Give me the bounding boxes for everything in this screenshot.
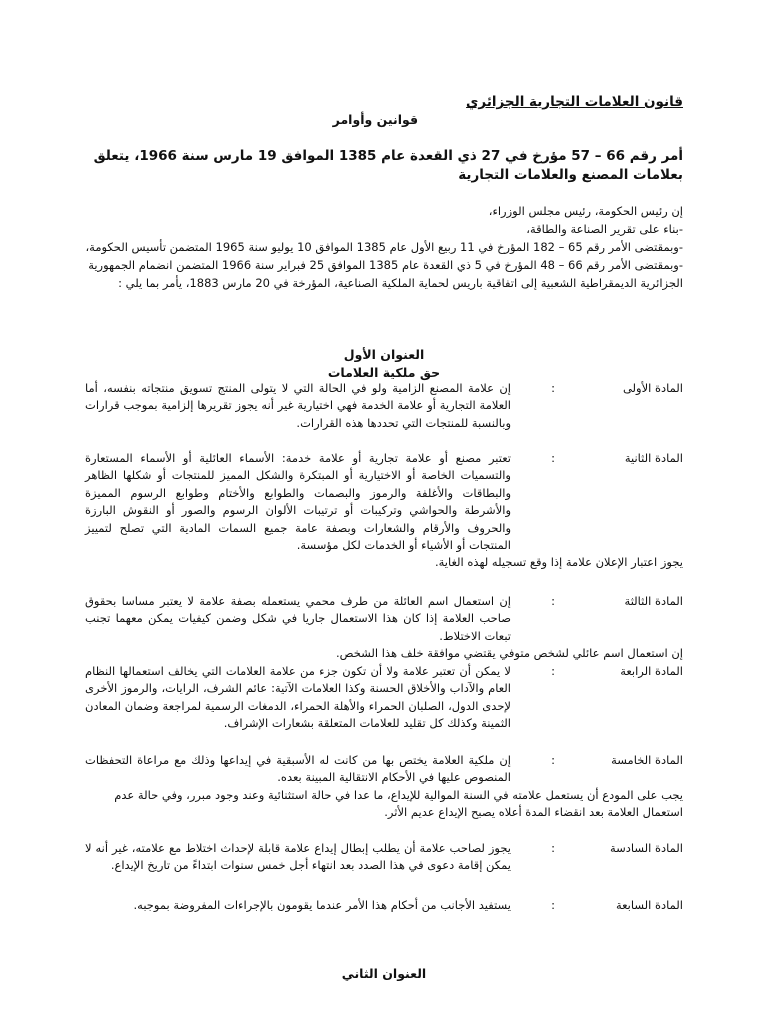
preamble-line: -وبمقتضى الأمر رقم 65 – 182 المؤرخ في 11 ربيع الأول عام 1385 الموافق 10 يوليو سنة 1965 المتضمن تأسيس الحكومة، <box>85 240 683 254</box>
article-3 <box>85 593 683 663</box>
preamble-line: إن رئيس الحكومة، رئيس مجلس الوزراء، <box>488 204 683 218</box>
article-colon: : <box>551 451 555 465</box>
article-4 <box>85 663 683 733</box>
article-colon: : <box>551 381 555 395</box>
article-text: إن علامة المصنع الزامية ولو في الحالة التي لا يتولى المنتج تسويق منتجاته بنفسه، أما العلامة التجارية أو علامة الخدمة فهي اختيارية غير أنه يجوز تقريرها إلزامية بموجب قرارات وبالنسبة للمنتجات التي تحددها هذه القرارات. <box>85 381 511 430</box>
article-extra-paragraph: يجوز اعتبار الإعلان علامة إذا وقع تسجيله لهذه الغاية. <box>434 555 683 570</box>
article-2 <box>85 450 683 572</box>
order-heading: أمر رقم 66 – 57 مؤرخ في 27 ذي القعدة عام 1385 الموافق 19 مارس سنة 1966، يتعلق بعلامات المصنع والعلامات التجارية <box>93 148 683 183</box>
article-label: المادة السابعة <box>615 898 683 912</box>
preamble-line: -بناء على تقرير الصناعة والطاقة، <box>526 222 683 236</box>
article-label: المادة السادسة <box>609 841 683 855</box>
article-text: إن استعمال اسم العائلة من طرف محمي يستعمله بصفة علامة لا يعتبر مساسا بحقوق صاحب العلامة إذا كان هذا الاستعمال جاريا في شكل وضمن كيفيات يمكن معهما تجنب تبعات الاختلاط. <box>85 594 511 643</box>
article-colon: : <box>551 594 555 608</box>
preamble-line: -وبمقتضى الأمر رقم 66 – 48 المؤرخ في 5 ذي القعدة عام 1385 الموافق 25 فبراير سنة 1966 المتضمن انضمام الجمهورية الجزائرية الديمقراطية الشعبية إلى اتفاقية باريس لحماية الملكية الصناعية، المؤرخة في 20 مارس 1883، يأمر بما يلي : <box>88 258 683 290</box>
article-colon: : <box>551 753 555 767</box>
chapter-2-title: العنوان الثاني <box>341 966 427 981</box>
article-text: يستفيد الأجانب من أحكام هذا الأمر عندما يقومون بالإجراءات المفروضة بموجبه. <box>133 898 511 912</box>
article-extra-paragraph: يجب على المودع أن يستعمل علامته في السنة الموالية للإيداع، ما عدا في حالة استثنائية وعند وجود مبرر، وفي حالة عدم استعمال العلامة بعد انقضاء المدة أعلاه يصبح الإيداع عديم الأثر. <box>114 787 683 820</box>
article-7 <box>85 897 683 914</box>
chapter-1-title: العنوان الأول <box>343 347 425 362</box>
article-1 <box>85 380 683 432</box>
preamble <box>83 202 683 292</box>
article-label: المادة الأولى <box>622 381 683 395</box>
article-colon: : <box>551 898 555 912</box>
article-text: لا يمكن أن تعتبر علامة ولا أن تكون جزء من علامة العلامات التي يخالف استعمالها النظام العام والآداب والأخلاق الحسنة وكذا العلامات الآتية: عائم الشرف، الرايات، والرموز الأخرى لإحدى الدول، الصلبان الحمراء والأهلة الحمراء، الدمغات الرسمية لمراجعة وضمان المعادن الثمينة وكذلك كل تقليد للعلامات المتعلقة بشعارات الإشراف. <box>85 664 511 731</box>
article-text: يجوز لصاحب علامة أن يطلب إبطال إيداع علامة قابلة لإحداث اختلاط مع علامته، غير أنه لا يمكن إقامة دعوى في هذا الصدد بعد انتهاء أجل خمس سنوات ابتداءً من تاريخ الإيداع. <box>85 841 511 873</box>
chapter-1-heading <box>0 346 768 382</box>
document-title: قانون العلامات التجارية الجزائري <box>466 94 683 110</box>
article-label: المادة الثالثة <box>624 594 683 608</box>
article-label: المادة الثانية <box>624 451 683 465</box>
document-subtitle: قوانين وأوامر <box>332 112 418 127</box>
article-label: المادة الرابعة <box>620 664 683 678</box>
article-6 <box>85 840 683 875</box>
article-text: تعتبر مصنع أو علامة تجارية أو علامة خدمة: الأسماء العائلية أو الأسماء المستعارة والتسميات الخاصة أو الاختيارية أو المبتكرة والشكل المميز للمنتجات أو شكلها الظاهر والبطاقات والأغلفة والرموز والبصمات والطوابع والأختام وطوابع الرسوم المميزة والأشرطة والحواشي وتركيبات أو ترتيبات الألوان الرسوم والصور أو النقوش البارزة والحروف والأرقام والشعارات وبصفة عامة جميع السمات المادية التي تصلح لتمييز المنتجات أو الأشياء أو الخدمات لكل مؤسسة. <box>85 451 511 553</box>
article-extra-paragraph: إن استعمال اسم عائلي لشخص متوفي يقتضي موافقة خلف هذا الشخص. <box>336 646 683 661</box>
article-label: المادة الخامسة <box>611 753 683 767</box>
chapter-1-subtitle: حق ملكية العلامات <box>327 365 441 380</box>
article-text: إن ملكية العلامة يختص بها من كانت له الأسبقية في إيداعها وذلك مع مراعاة التحفظات المنصوص عليها في الأحكام الانتقالية المبينة بعده. <box>85 753 511 785</box>
article-colon: : <box>551 841 555 855</box>
article-5 <box>85 752 683 822</box>
article-colon: : <box>551 664 555 678</box>
